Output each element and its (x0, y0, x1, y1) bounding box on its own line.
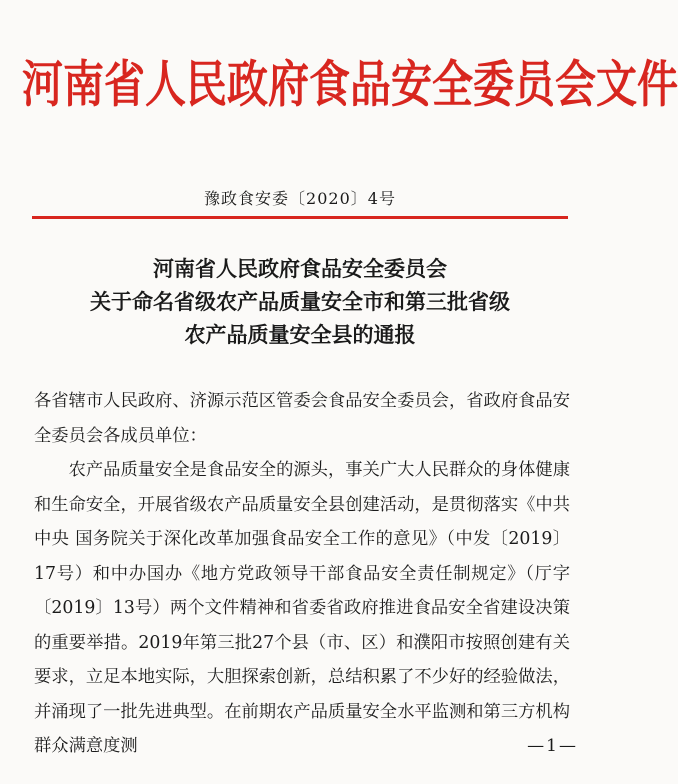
document-masthead: 河南省人民政府食品安全委员会文件 (22, 55, 678, 114)
salutation: 各省辖市人民政府、济源示范区管委会食品安全委员会，省政府食品安全委员会各成员单位： (34, 391, 570, 446)
title-line-2: 关于命名省级农产品质量安全市和第三批省级 (90, 289, 510, 314)
document-title (20, 252, 580, 351)
document-number: 豫政食安委〔2020〕4号 (204, 189, 396, 208)
document-body (34, 384, 570, 764)
red-separator-line (32, 216, 568, 219)
page-number: —1— (527, 736, 578, 756)
title-line-1: 河南省人民政府食品安全委员会 (153, 256, 447, 281)
title-line-3: 农产品质量安全县的通报 (184, 322, 416, 347)
body-paragraph: 农产品质量安全是食品安全的源头，事关广大人民群众的身体健康和生命安全，开展省级农产品质量安全县创建活动，是贯彻落实《中共中央 国务院关于深化改革加强食品安全工作的意见》（中发〔2019〕17号）和中办国办《地方党政领导干部食品安全责任制规定》（厅字〔2019〕13号）两个文件精神和省委省政府推进食品安全省建设决策的重要举措。2019年第三批27个县（市、区）和濮阳市按照创建有关要求，立足本地实际，大胆探索创新，总结积累了不少好的经验做法，并涌现了一批先进典型。在前期农产品质量安全水平监测和第三方机构群众满意度测 (34, 460, 570, 756)
